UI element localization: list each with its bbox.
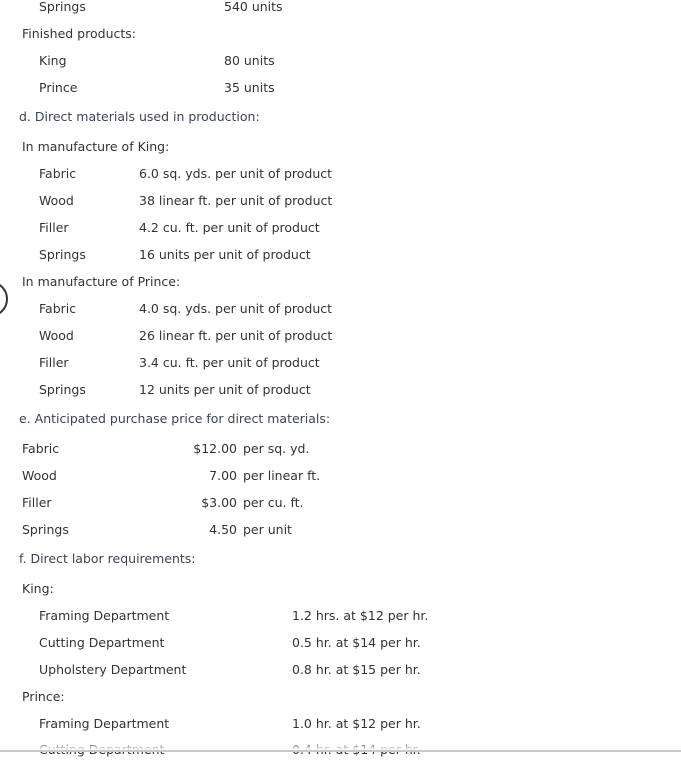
king-material-value: 4.2 cu. ft. per unit of product <box>139 220 320 235</box>
price-amount: $3.00 <box>201 495 237 510</box>
price-amount: 4.50 <box>209 522 237 537</box>
price-unit: per unit <box>243 522 292 537</box>
section-f-heading: f. Direct labor requirements: <box>19 551 196 566</box>
king-material-label: Springs <box>39 247 86 262</box>
king-material-value: 16 units per unit of product <box>139 247 311 262</box>
labor-prince-heading: Prince: <box>22 689 65 704</box>
springs-value: 540 units <box>224 0 283 14</box>
price-unit: per cu. ft. <box>243 495 304 510</box>
bottom-divider <box>0 750 681 752</box>
price-unit: per linear ft. <box>243 468 321 483</box>
prince-material-label: Wood <box>39 328 74 343</box>
price-amount: 7.00 <box>209 468 237 483</box>
king-manufacture-heading: In manufacture of King: <box>22 139 170 154</box>
price-label: Filler <box>22 495 52 510</box>
king-material-value: 6.0 sq. yds. per unit of product <box>139 166 333 181</box>
labor-rate-value: 1.2 hrs. at $12 per hr. <box>292 608 429 623</box>
labor-department-label: Framing Department <box>39 608 170 623</box>
section-d-heading: d. Direct materials used in production: <box>19 109 260 124</box>
price-label: Fabric <box>22 441 60 456</box>
section-e-heading: e. Anticipated purchase price for direct materials: <box>19 411 331 426</box>
king-material-label: Filler <box>39 220 69 235</box>
king-material-label: Wood <box>39 193 74 208</box>
finished-prince-value: 35 units <box>224 80 275 95</box>
labor-department-label: Cutting Department <box>39 635 165 650</box>
finished-king-label: King <box>39 53 67 68</box>
prince-manufacture-heading: In manufacture of Prince: <box>22 274 181 289</box>
finished-king-value: 80 units <box>224 53 275 68</box>
prince-material-value: 26 linear ft. per unit of product <box>139 328 333 343</box>
price-label: Wood <box>22 468 57 483</box>
king-material-value: 38 linear ft. per unit of product <box>139 193 333 208</box>
labor-king-heading: King: <box>22 581 54 596</box>
prince-material-value: 4.0 sq. yds. per unit of product <box>139 301 333 316</box>
labor-rate-value: 1.0 hr. at $12 per hr. <box>292 716 421 731</box>
labor-department-label: Framing Department <box>39 716 170 731</box>
labor-department-label: Upholstery Department <box>39 662 187 677</box>
prince-material-label: Springs <box>39 382 86 397</box>
price-label: Springs <box>22 522 69 537</box>
labor-rate-value: 0.5 hr. at $14 per hr. <box>292 635 421 650</box>
springs-label: Springs <box>39 0 86 14</box>
prince-material-value: 3.4 cu. ft. per unit of product <box>139 355 320 370</box>
labor-rate-value: 0.8 hr. at $15 per hr. <box>292 662 421 677</box>
price-amount: $12.00 <box>193 441 237 456</box>
finished-products-heading: Finished products: <box>22 26 136 41</box>
prince-material-label: Filler <box>39 355 69 370</box>
king-material-label: Fabric <box>39 166 77 181</box>
prince-material-value: 12 units per unit of product <box>139 382 311 397</box>
prince-material-label: Fabric <box>39 301 77 316</box>
circle-marker <box>0 281 8 317</box>
price-unit: per sq. yd. <box>243 441 310 456</box>
finished-prince-label: Prince <box>39 80 78 95</box>
